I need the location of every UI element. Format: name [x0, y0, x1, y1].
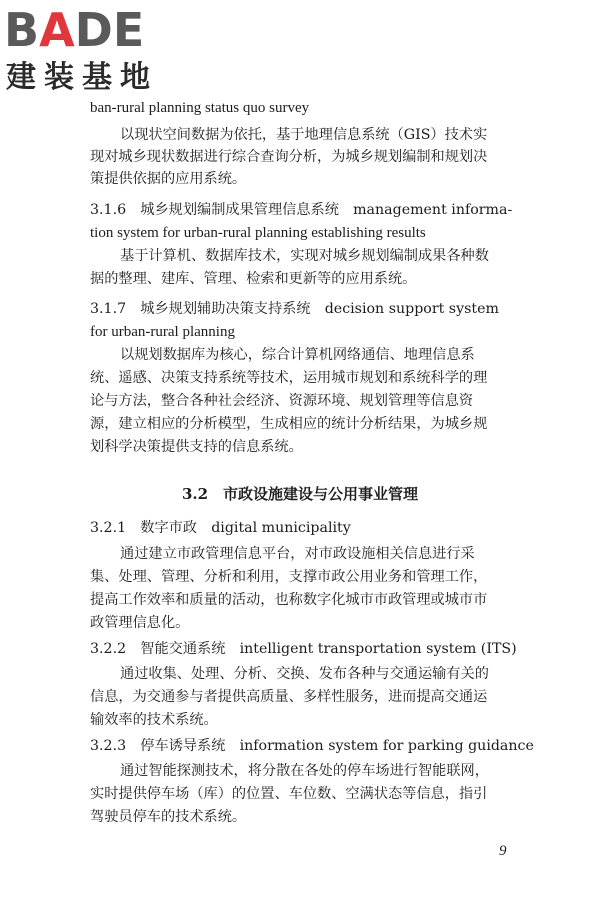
paragraph-line: 源，建立相应的分析模型，生成相应的统计分析结果，为城乡规 [90, 416, 488, 432]
term-heading-3-1-7: 3.1.7 城乡规划辅助决策支持系统 decision support system [90, 301, 499, 317]
paragraph-line: 通过智能探测技术，将分散在各处的停车场进行智能联网， [120, 763, 489, 779]
paragraph-line: 政管理信息化。 [90, 615, 190, 631]
watermark-brand-de: DE [74, 3, 145, 57]
section-title-3-2: 3.2 市政设施建设与公用事业管理 [181, 485, 419, 503]
paragraph-line: 策提供依据的应用系统。 [90, 171, 247, 187]
term-heading-continuation: tion system for urban-rural planning establishing results [90, 225, 426, 241]
page-number: 9 [499, 843, 507, 859]
watermark-brand-a: A [39, 3, 75, 57]
paragraph-line: 统、遥感、决策支持系统等技术，运用城市规划和系统科学的理 [90, 370, 488, 386]
watermark-chinese-text: 建装基地 [6, 60, 158, 95]
paragraph-line: 实时提供停车场（库）的位置、车位数、空满状态等信息，指引 [90, 786, 488, 802]
paragraph-line: 集、处理、管理、分析和利用，支撑市政公用业务和管理工作， [90, 569, 488, 585]
paragraph-line: 信息，为交通参与者提供高质量、多样性服务，进而提高交通运 [90, 689, 488, 705]
paragraph-line: 据的整理、建库、管理、检索和更新等的应用系统。 [90, 271, 417, 287]
paragraph-line: 通过建立市政管理信息平台，对市政设施相关信息进行采 [120, 546, 475, 562]
paragraph-line: 以现状空间数据为依托，基于地理信息系统（GIS）技术实 [120, 127, 488, 143]
paragraph-line: 论与方法，整合各种社会经济、资源环境、规划管理等信息资 [90, 393, 474, 409]
paragraph-line: 划科学决策提供支持的信息系统。 [90, 439, 303, 455]
paragraph-line: 提高工作效率和质量的活动，也称数字化城市市政管理或城市市 [90, 592, 488, 608]
text-line: ban-rural planning status quo survey [90, 100, 310, 116]
paragraph-line: 基于计算机、数据库技术，实现对城乡规划编制成果各种数 [120, 248, 489, 264]
paragraph-line: 通过收集、处理、分析、交换、发布各种与交通运输有关的 [120, 666, 489, 682]
term-heading-3-2-3: 3.2.3 停车诱导系统 information system for parking guidance [90, 738, 534, 754]
paragraph-line: 以规划数据库为核心，综合计算机网络通信、地理信息系 [120, 347, 475, 363]
term-heading-continuation: for urban-rural planning [90, 324, 235, 340]
paragraph-line: 现对城乡现状数据进行综合查询分析，为城乡规划编制和规划决 [90, 149, 488, 165]
paragraph-line: 输效率的技术系统。 [90, 712, 218, 728]
paragraph-line: 驾驶员停车的技术系统。 [90, 809, 247, 825]
term-heading-3-2-1: 3.2.1 数字市政 digital municipality [90, 520, 351, 536]
term-heading-3-2-2: 3.2.2 智能交通系统 intelligent transportation system (ITS) [90, 641, 517, 657]
watermark-brand-b: B [4, 3, 40, 57]
term-heading-3-1-6: 3.1.6 城乡规划编制成果管理信息系统 management informa- [90, 202, 513, 218]
